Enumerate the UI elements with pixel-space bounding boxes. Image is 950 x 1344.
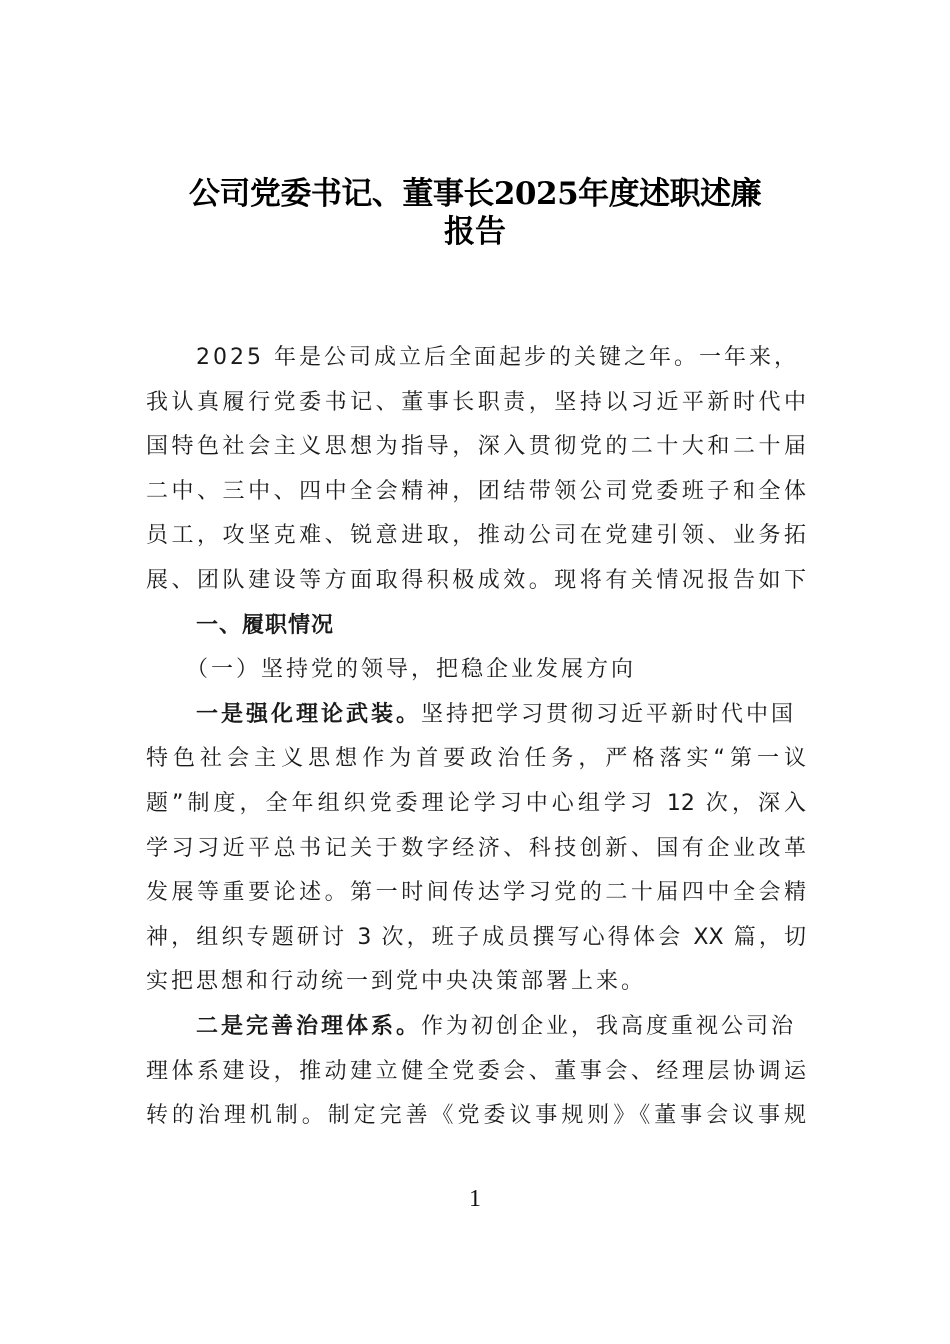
document-title-line2: 报告 xyxy=(444,214,506,250)
section-heading: 一、履职情况 xyxy=(196,612,335,638)
bold-lead: 二是完善治理体系。 xyxy=(196,1013,422,1039)
paragraph-line: 二中、三中、四中全会精神，团结带领公司党委班子和全体 xyxy=(146,478,806,504)
paragraph-line: 发展等重要论述。第一时间传达学习党的二十届四中全会精 xyxy=(146,880,806,906)
paragraph-line xyxy=(146,693,806,738)
paragraph-line: 理体系建设，推动建立健全党委会、董事会、经理层协调运 xyxy=(146,1058,806,1084)
paragraph-line: 2025 年是公司成立后全面起步的关键之年。一年来， xyxy=(196,345,799,370)
bold-lead: 一是强化理论武装。 xyxy=(196,701,422,727)
paragraph-text: 作为初创企业，我高度重视公司治 xyxy=(421,1013,797,1039)
paragraph-line xyxy=(146,1005,806,1050)
document-body xyxy=(146,336,806,1139)
paragraph-line: 神，组织专题研讨 3 次，班子成员撰写心得体会 XX 篇，切 xyxy=(146,924,806,950)
paragraph-line: 转的治理机制。制定完善《党委议事规则》《董事会议事规 xyxy=(146,1103,806,1129)
paragraph-line: 国特色社会主义思想为指导，深入贯彻党的二十大和二十届 xyxy=(146,434,806,460)
subsection-heading: （一）坚持党的领导，把稳企业发展方向 xyxy=(186,657,637,683)
paragraph-text: 坚持把学习贯彻习近平新时代中国 xyxy=(421,701,797,727)
paragraph-line: 我认真履行党委书记、董事长职责，坚持以习近平新时代中 xyxy=(146,389,806,415)
document-title-line1: 公司党委书记、董事长2025年度述职述廉 xyxy=(188,176,762,212)
paragraph-line: 实把思想和行动统一到党中央决策部署上来。 xyxy=(146,969,647,995)
paragraph-line: 员工，攻坚克难、锐意进取，推动公司在党建引领、业务拓 xyxy=(146,523,806,549)
page-number: 1 xyxy=(469,1186,481,1212)
paragraph-line: 学习习近平总书记关于数字经济、科技创新、国有企业改革 xyxy=(146,835,806,861)
paragraph-line: 题”制度，全年组织党委理论学习中心组学习 12 次，深入 xyxy=(146,790,806,816)
paragraph-line: 展、团队建设等方面取得积极成效。现将有关情况报告如下 xyxy=(146,567,806,593)
paragraph-line: 特色社会主义思想作为首要政治任务，严格落实“第一议 xyxy=(146,746,806,772)
